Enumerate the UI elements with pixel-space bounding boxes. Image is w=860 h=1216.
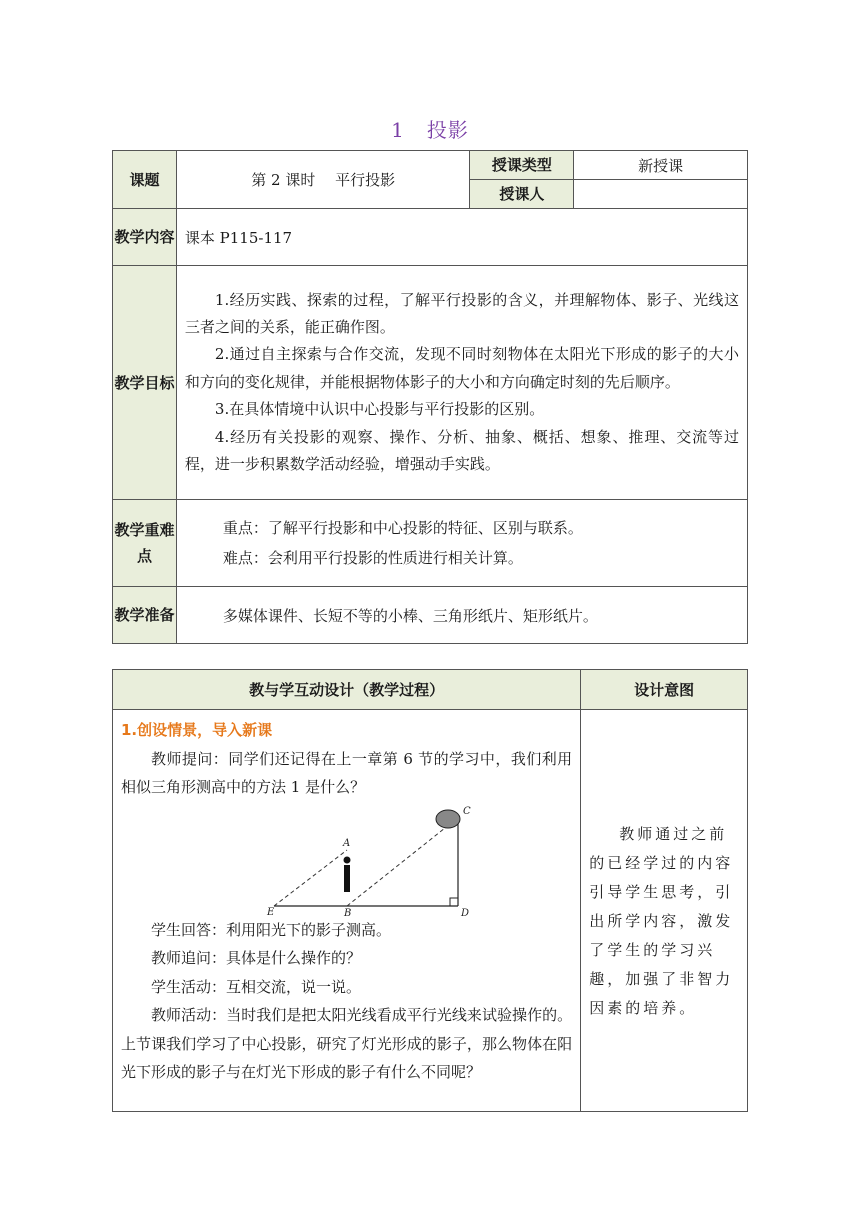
label-c: C: [463, 805, 471, 817]
sun-ray-bc: [347, 824, 450, 906]
goal-item: 1.经历实践、探索的过程，了解平行投影的含义，并理解物体、影子、光线这三者之间的关系，能正确作图。: [184, 290, 739, 336]
process-paragraph: 教师提问：同学们还记得在上一章第 6 节的学习中，我们利用相似三角形测高中的方法 1 是什么？: [121, 749, 573, 796]
prep-value: 多媒体课件、长短不等的小棒、三角形纸片、矩形纸片。: [176, 587, 747, 644]
process-header: 教与学互动设计（教学过程）: [113, 670, 581, 710]
process-paragraph: 教师追问：具体是什么操作的？: [151, 949, 362, 967]
prep-label: 教学准备: [113, 587, 177, 644]
label-a: A: [343, 837, 351, 849]
lesson-info-table: [112, 150, 748, 644]
lesson-name: 投影: [426, 118, 469, 142]
right-angle-mark: [450, 898, 458, 906]
goals-cell: [176, 266, 747, 500]
label-d: D: [461, 907, 470, 916]
process-paragraph: 学生活动：互相交流，说一说。: [151, 977, 362, 996]
process-paragraph: 教师活动：当时我们是把太阳光线看成平行光线来试验操作的。上节课我们学习了中心投影，研究了灯光形成的影子，那么物体在阳光下形成的影子与在灯光下形成的影子有什么不同呢？: [121, 1006, 573, 1081]
content-label: 教学内容: [113, 209, 177, 266]
teacher-value: [574, 180, 748, 209]
tree-crown-icon: [436, 810, 460, 828]
lesson-number: 1: [391, 118, 405, 142]
design-intent-cell: 教师通过之前的已经学过的内容引导学生思考，引出所学内容，激发了学生的学习兴趣，加强了非智力因素的培养。: [581, 710, 748, 1112]
teaching-process-table: [112, 669, 748, 1112]
shadow-measurement-figure: [121, 802, 572, 916]
focus-key: 重点：了解平行投影和中心投影的特征、区别与联系。: [222, 519, 583, 537]
focus-label: 教学重难点: [113, 500, 177, 587]
goal-item: 2.通过自主探索与合作交流，发现不同时刻物体在太阳光下形成的影子的大小和方向的变化规律，并能根据物体影子的大小和方向确定时刻的先后顺序。: [184, 345, 739, 391]
topic-value: 第 2 课时 平行投影: [176, 151, 470, 209]
topic-label: 课题: [113, 151, 177, 209]
process-cell: [113, 710, 581, 1112]
focus-cell: [176, 500, 747, 587]
person-head-icon: [344, 856, 351, 863]
goal-item: 3.在具体情境中认识中心投影与平行投影的区别。: [214, 400, 545, 419]
type-value: 新授课: [574, 151, 748, 180]
person-figure-icon: [344, 865, 350, 892]
process-paragraph: 学生回答：利用阳光下的影子测高。: [151, 920, 392, 939]
sun-ray-ea: [274, 850, 347, 906]
teacher-label: 授课人: [470, 180, 574, 209]
label-b: B: [344, 907, 352, 916]
goal-item: 4.经历有关投影的观察、操作、分析、抽象、概括、想象、推理、交流等过程，进一步积累数学活动经验，增强动手实践。: [184, 427, 739, 474]
type-label: 授课类型: [470, 151, 574, 180]
content-value: 课本 P115-117: [176, 209, 747, 266]
focus-hard: 难点：会利用平行投影的性质进行相关计算。: [222, 549, 523, 567]
intent-header: 设计意图: [581, 670, 748, 710]
goals-label: 教学目标: [113, 266, 177, 500]
section-title: 1.创设情景，导入新课: [121, 721, 273, 739]
triangle-figure-svg: [121, 802, 581, 916]
label-e: E: [267, 906, 275, 916]
lesson-title: [0, 114, 860, 143]
